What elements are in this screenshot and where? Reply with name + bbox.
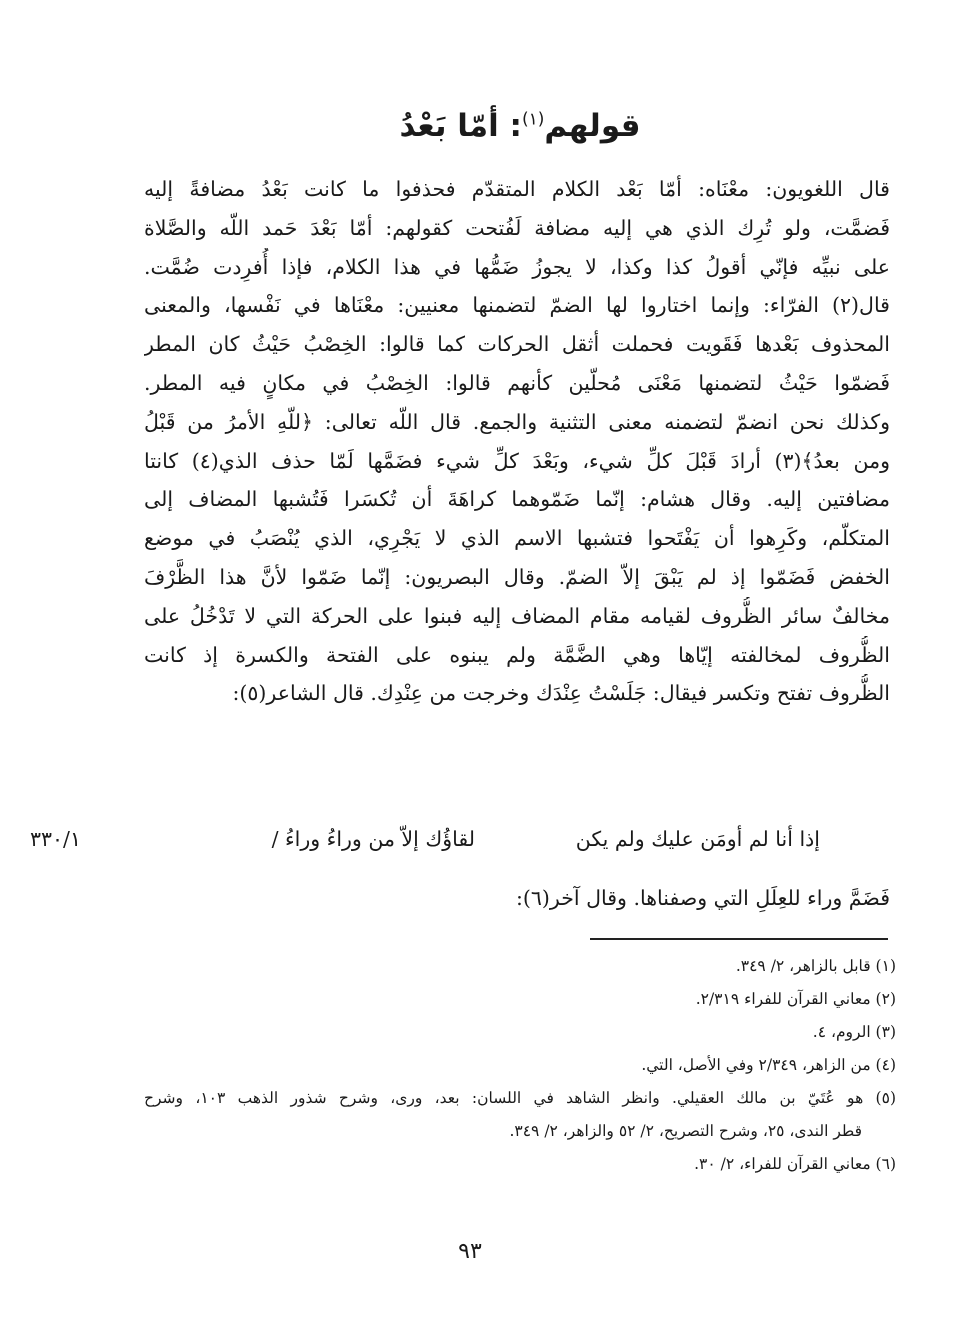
text-line: مضافتين إليه. وقال هشام: إنّما ضَمّوهما كراهَةَ أن تُكسَرا فَتُشبها المضاف إلى — [144, 487, 890, 512]
page-title — [150, 104, 890, 148]
text-line: وكذلك نحن انضمّ لتضمنه معنى التثنية والجمع. قال اللّه تعالى: ﴿للّهِ الأمرُ من قَبْلُ — [144, 409, 890, 434]
footnote-separator — [590, 938, 888, 940]
footnote-continuation: قطر الندى، ٢٥، وشرح التصريح، ٢/ ٥٢ والزاهر، ٢/ ٣٤٩. — [509, 1122, 862, 1140]
text-line: المحذوف بَعْدها فَقَويت فحملت أثقل الحركات كما قالوا: الخِصْبُ حَيْثُ كان المطر — [144, 332, 890, 357]
footnote: (١) قابل بالزاهر، ٢/ ٣٤٩. — [735, 957, 896, 975]
page-number: ٩٣ — [458, 1239, 482, 1264]
text-line: ومن بعدُ﴾(٣) أرادَ قَبْلَ كلِّ شيء، وبَعْدَ كلِّ شيء فضَمَّها لَمّا حذف الذي(٤) كانتا — [144, 448, 890, 473]
verse-first-hemistich: إذا أنا لم أومَن عليك ولم يكن — [575, 827, 820, 851]
footnote: (٢) معاني القرآن للفراء ٢/٣١٩. — [695, 990, 896, 1008]
title-subject: : أمّا بَعْدُ — [399, 108, 522, 144]
poetry-verse — [220, 818, 820, 860]
footnote: (٤) من الزاهر، ٢/٣٤٩ وفي الأصل، التي. — [641, 1056, 896, 1074]
title-text: قولهم — [544, 108, 641, 144]
text-line: قال(٢) الفرّاء: وإنما اختاروا لها الضمّ لتضمنها معنيين: معْنَاها في نَفْسها، والمعنى — [144, 293, 890, 318]
footnote: (٥) هو عُتَيّ بن مالك العقيلي. وانظر الشاهد في اللسان: بعد، ورى، وشرح شذور الذهب ١٠٣، وشرح — [144, 1089, 896, 1107]
text-line: الظُّروف لمخالفته إيّاها وهي الضَّمَّة ولم يبنوه على الفتحة والكسرة إذ كانت — [144, 642, 890, 667]
text-line: فَضمّوا حَيْثُ لتضمنها مَعْنَى مُحلّين كأنهم قالوا: الخِصْبُ في مكانٍ فيه المطر. — [144, 370, 890, 395]
text-line: قال اللغويون: معْنَاه: أمّا بَعْد الكلام المتقدّم فحذفوا ما كانت بَعْدُ مضافةً إليه — [144, 177, 890, 201]
text-line-after-verse: فَضَمَّ وراء للعِلَلِ التي وصفناها. وقال آخر(٦): — [515, 886, 890, 910]
main-text — [144, 170, 890, 713]
text-line: على نبيِّه فإنّي أقولُ كذا وكذا، لا يجوزُ ضَمُّها في هذا الكلام، فإذا أُفرِدت ضُمَّت. — [144, 254, 890, 279]
title-footnote-marker: (١) — [521, 109, 545, 130]
footnote: (٦) معاني القرآن للفراء، ٢/ ٣٠. — [694, 1155, 896, 1173]
text-line: مخالفٌ سائر الظُّروف لقيامه مقام المضاف إليه فبنوا على الحركة التي لا تَدْخُلُ على — [144, 603, 890, 628]
verse-second-hemistich: لقاؤُك إلاّ من وراءُ وراءُ / — [271, 827, 475, 851]
text-line: الظُّروف تفتح وتكسر فيقال: جَلَسْتُ عِنْدَك وخرجت من عِنْدِك. قال الشاعر(٥): — [232, 681, 890, 706]
text-line: فَضمَّت، ولو تُرِك الذي هي إليه مضافة لَفُتحت كقولهم: أمّا بَعْدَ حَمد اللّه والصَّلاة — [144, 215, 890, 240]
margin-page-reference: ٣٣٠/١ — [30, 827, 81, 851]
text-line: المتكلّم، وكَرِهوا أن يَفْتَحوا فتشبها الاسم الذي لا يَجْرِي، الذي يُنْصَبُ في موضع — [144, 526, 890, 551]
footnote: (٣) الروم، ٤. — [812, 1023, 896, 1041]
text-line: الخفض فَضَمّوا إذ لم يَبْقَ إلاّ الضمّ. وقال البصريون: إنّما ضَمّوا لأنَّ هذا الظَّرْفَ — [144, 564, 890, 589]
footnotes — [144, 950, 896, 1181]
